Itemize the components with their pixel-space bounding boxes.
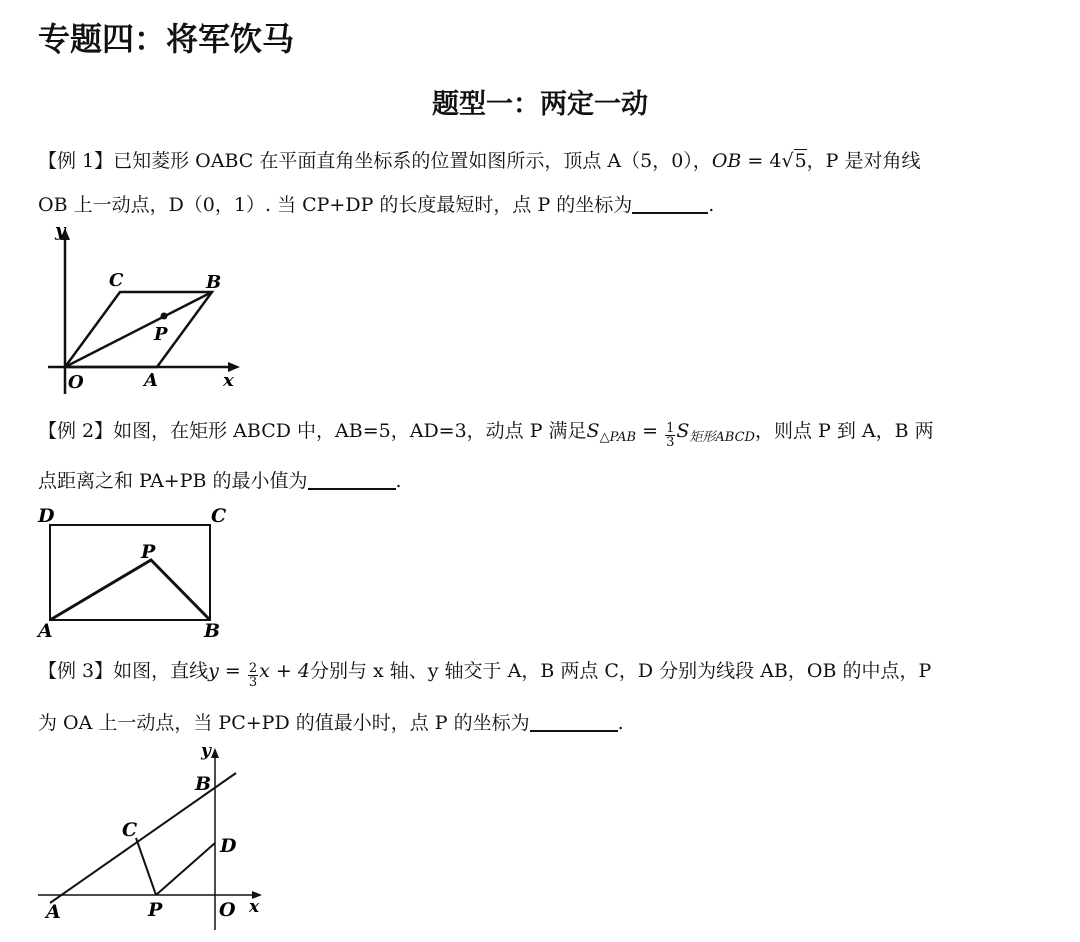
example-2-line-1: 【例 2】如图，在矩形 ABCD 中，AB=5，AD=3，动点 P 满足$S_{\triangle PAB}$ = $\frac{1}{3}$ $S_{矩形ABCD}$，则点 P 到 A，B 两 [38,420,934,450]
example-3-line-1: 【例 3】如图，直线y = $\frac{2}{3}$ x + 4分别与 x 轴、y 轴交于 A，B 两点 C，D 分别为线段 AB，OB 的中点，P [38,660,932,690]
example-3-fraction: $\frac{2}{3}$ [248,661,258,690]
example-3-answer-blank[interactable] [530,712,618,732]
example-2-line-2: 点距离之和 PA+PB 的最小值为 . [38,470,402,492]
fig3-label-x: x [249,897,260,917]
example-2-tag: 【例 2】 [38,420,114,442]
fig1-label-x: x [223,370,234,391]
page-title: 专题四：将军饮马 [38,20,295,58]
fig3-label-c: C [122,819,138,841]
example-1-line-1: 【例 1】已知菱形 OABC 在平面直角坐标系的位置如图所示，顶点 A（5，0），OB = 4√5，P 是对角线 [38,150,921,172]
example-3-tag: 【例 3】 [38,660,114,682]
fig2-label-c: C [211,505,227,527]
fig3-label-b: B [195,773,212,795]
fig1-label-o: O [68,372,84,393]
example-2-answer-blank[interactable] [308,470,396,490]
fig3-label-p: P [148,899,163,921]
fig1-label-p: P [154,324,168,345]
fig3-label-a: A [46,901,61,923]
fig2-label-b: B [204,620,221,642]
fig3-label-d: D [220,835,237,857]
example-1-line-2: OB 上一动点，D（0，1）. 当 CP+DP 的长度最短时，点 P 的坐标为 . [38,194,715,216]
fig1-label-a: A [144,370,158,391]
example-1-tag: 【例 1】 [38,150,114,172]
example-1-answer-blank[interactable] [632,194,708,214]
fig3-label-o: O [219,899,236,921]
fig2-label-a: A [38,620,53,642]
fig1-label-y: y [55,222,66,241]
fig2-label-d: D [38,505,55,527]
fig1-label-c: C [109,270,124,291]
example-2-fraction: $\frac{1}{3}$ [666,421,675,450]
example-2-figure [34,500,234,642]
example-3-line-2: 为 OA 上一动点，当 PC+PD 的值最小时，点 P 的坐标为 . [38,712,624,734]
fig2-label-p: P [141,541,156,563]
section-subtitle: 题型一：两定一动 [432,89,648,120]
example-3-figure [34,740,274,936]
fig1-label-b: B [206,272,222,293]
example-1-figure [38,222,258,398]
fig3-label-y: y [201,741,211,761]
